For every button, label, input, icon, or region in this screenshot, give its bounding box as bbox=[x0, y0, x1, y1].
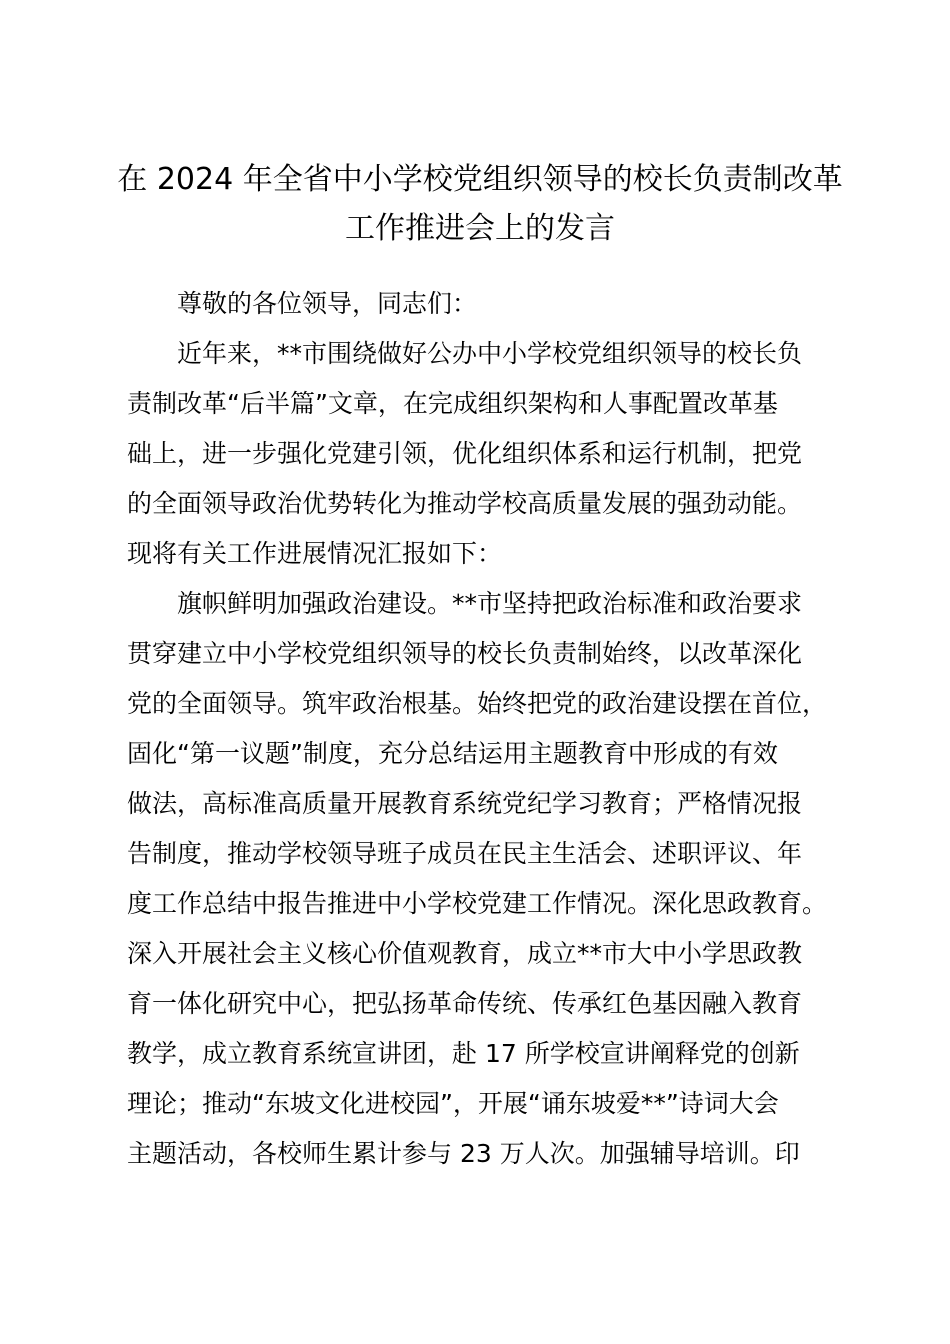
paragraph-line: 理论；推动“东坡文化进校园”，开展“诵东坡爱**”诗词大会 bbox=[127, 1089, 779, 1118]
paragraph-line: 旗帜鲜明加强政治建设。**市坚持把政治标准和政治要求 bbox=[177, 589, 803, 618]
paragraph-line: 党的全面领导。筑牢政治根基。始终把党的政治建设摆在首位， bbox=[127, 689, 828, 718]
paragraph-line: 告制度，推动学校领导班子成员在民主生活会、述职评议、年 bbox=[127, 839, 803, 868]
document-body bbox=[127, 284, 867, 1184]
paragraph-line: 固化“第一议题”制度，充分总结运用主题教育中形成的有效 bbox=[127, 739, 778, 768]
salutation: 尊敬的各位领导，同志们： bbox=[177, 289, 478, 318]
paragraph-line: 教学，成立教育系统宣讲团，赴 17 所学校宣讲阐释党的创新 bbox=[127, 1039, 800, 1068]
document-title-line-2: 工作推进会上的发言 bbox=[345, 211, 615, 246]
paragraph-line: 责制改革“后半篇”文章，在完成组织架构和人事配置改革基 bbox=[127, 389, 778, 418]
paragraph-line: 的全面领导政治优势转化为推动学校高质量发展的强劲动能。 bbox=[127, 489, 803, 518]
paragraph-line: 做法，高标准高质量开展教育系统党纪学习教育；严格情况报 bbox=[127, 789, 803, 818]
document-title-line-1: 在 2024 年全省中小学校党组织领导的校长负责制改革 bbox=[117, 162, 843, 197]
paragraph-line: 主题活动，各校师生累计参与 23 万人次。加强辅导培训。印 bbox=[127, 1139, 800, 1168]
paragraph-line: 础上，进一步强化党建引领，优化组织体系和运行机制，把党 bbox=[127, 439, 803, 468]
paragraph-line: 深入开展社会主义核心价值观教育，成立**市大中小学思政教 bbox=[127, 939, 803, 968]
paragraph-line: 育一体化研究中心，把弘扬革命传统、传承红色基因融入教育 bbox=[127, 989, 803, 1018]
paragraph-line: 近年来，**市围绕做好公办中小学校党组织领导的校长负 bbox=[177, 339, 803, 368]
paragraph-line: 现将有关工作进展情况汇报如下： bbox=[127, 539, 503, 568]
paragraph-line: 贯穿建立中小学校党组织领导的校长负责制始终，以改革深化 bbox=[127, 639, 803, 668]
paragraph-line: 度工作总结中报告推进中小学校党建工作情况。深化思政教育。 bbox=[127, 889, 828, 918]
